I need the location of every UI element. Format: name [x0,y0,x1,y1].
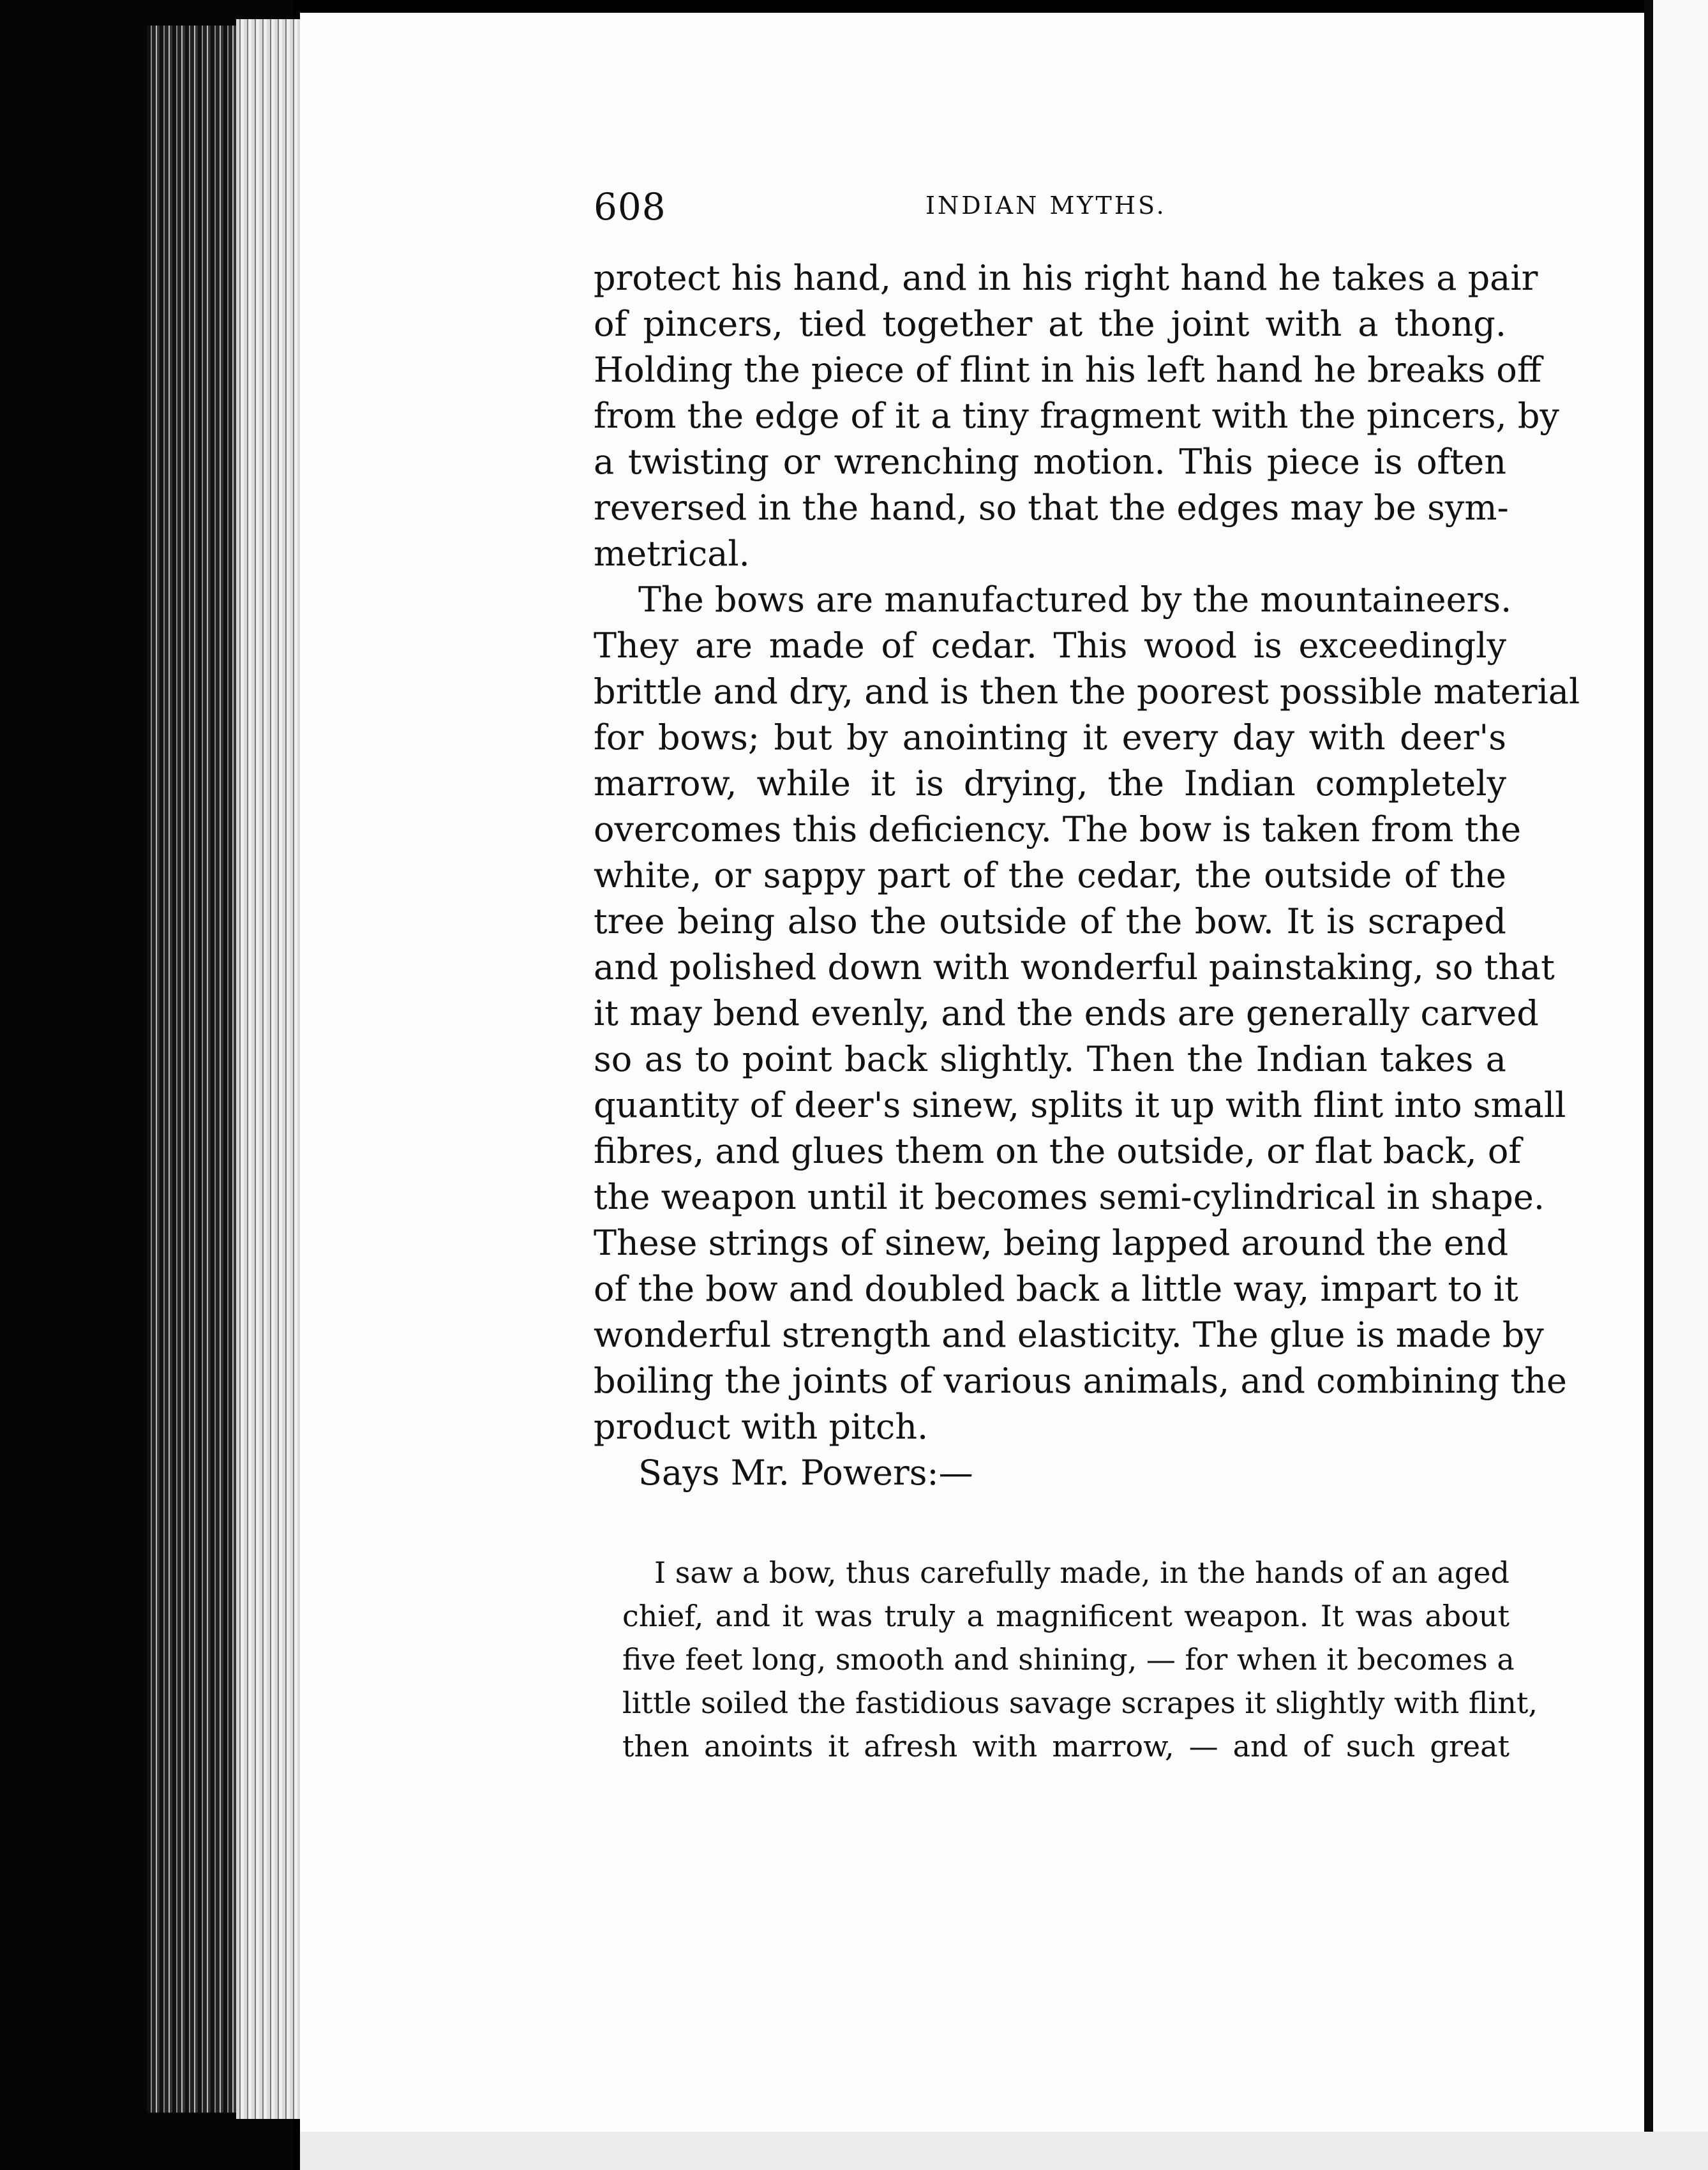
book-page-edges-light [236,19,300,2119]
text-line: They are made of cedar. This wood is exceedingly [594,625,1506,666]
text-line: it may bend evenly, and the ends are generally carved [594,993,1539,1033]
text-line: quantity of deer's sinew, splits it up with flint into small [594,1085,1566,1125]
text-line: The bows are manufactured by the mountaineers. [638,580,1512,620]
text-line: and polished down with wonderful painstaking, so that [594,947,1555,987]
scan-bottom-margin [300,2132,1708,2170]
quote-line: I saw a bow, thus carefully made, in the hands of an aged [654,1555,1509,1590]
quote-line: chief, and it was truly a magnificent weapon. It was about [622,1599,1509,1633]
text-line: of the bow and doubled back a little way, impart to it [594,1269,1518,1309]
quote-line: then anoints it afresh with marrow, — and of such great [622,1729,1509,1763]
text-line: overcomes this deficiency. The bow is taken from the [594,809,1522,849]
page-number: 608 [594,185,666,228]
text-line: boiling the joints of various animals, and combining the [594,1361,1567,1401]
text-line: These strings of sinew, being lapped around the end [594,1223,1509,1263]
text-line: so as to point back slightly. Then the Indian takes a [594,1039,1506,1079]
text-line: the weapon until it becomes semi-cylindrical in shape. [594,1177,1545,1217]
text-line: product with pitch. [594,1407,929,1447]
quote-line: little soiled the fastidious savage scrapes it slightly with flint, [622,1686,1538,1720]
text-line: tree being also the outside of the bow. It is scraped [594,901,1506,941]
next-page-edge [1653,0,1708,2170]
text-line: for bows; but by anointing it every day with deer's [594,717,1506,758]
text-line: Says Mr. Powers:— [638,1453,973,1493]
text-line: reversed in the hand, so that the edges may be sym- [594,488,1509,528]
text-line: fibres, and glues them on the outside, or flat back, of [594,1131,1522,1171]
text-line: Holding the piece of flint in his left hand he breaks off [594,350,1542,390]
text-line: wonderful strength and elasticity. The glue is made by [594,1315,1544,1355]
text-line: of pincers, tied together at the joint with a thong. [594,304,1506,344]
text-line: marrow, while it is drying, the Indian completely [594,763,1506,804]
page-header [594,185,1168,236]
text-line: white, or sappy part of the cedar, the outside of the [594,855,1506,895]
text-line: metrical. [594,534,750,574]
text-line: a twisting or wrenching motion. This piece is often [594,442,1506,482]
running-head: INDIAN MYTHS. [925,191,1167,220]
body-text [594,255,1580,1496]
text-line: protect his hand, and in his right hand he takes a pair [594,258,1538,298]
text-line: from the edge of it a tiny fragment with the pincers, by [594,396,1559,436]
block-quote [622,1551,1538,1768]
text-line: brittle and dry, and is then the poorest possible material [594,671,1580,712]
quote-line: five feet long, smooth and shining, — for when it becomes a [622,1642,1515,1677]
